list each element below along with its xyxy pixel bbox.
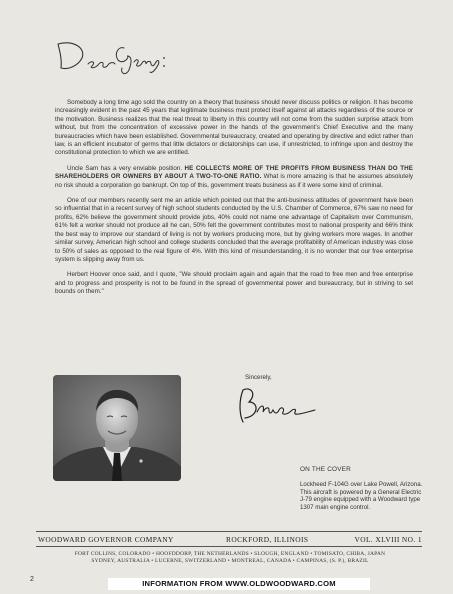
page-number: 2 — [30, 576, 34, 583]
paragraph-4: Herbert Hoover once said, and I quote, "We should proclaim again and again that the road to free men and free enterprise and to progress and prosperity is not to be found in the spread of governmental power and bureaucracy, but in striving to set bounds on them." — [55, 271, 413, 296]
handwritten-greeting — [52, 34, 172, 76]
paragraph-2 — [55, 165, 413, 190]
company-name: WOODWARD GOVERNOR COMPANY — [38, 535, 174, 544]
cover-caption-line: This aircraft is powered by a General Electric — [300, 488, 422, 496]
author-portrait — [53, 375, 181, 481]
office-locations — [30, 551, 430, 566]
paragraph-3: One of our members recently sent me an article which pointed out that the anti-business attitudes of government have been so influential that in a recent survey of high school students conducted by the U.S. Chamber of Commerce, 67% saw no need for profits, 62% believe the government should provide jobs, 40% could not name one advantage of Capitalism over Communism, 61% felt a worker should not produce all he can, 50% felt the government contributes most to national prosperity and 66% think the best way to improve our standard of living is not by workers producing more, but by giving workers more wages. In another similar survey, American high school and college students concluded that the average profitability of American industry was close to 50% of sales as opposed to the real figure of 4%. With this kind of misunderstanding, it is no wonder that our free enterprise system is slipping away from us. — [55, 197, 413, 263]
paragraph-2-emphasis: HE COLLECTS MORE OF THE PROFITS FROM BUSINESS THAN DO THE SHAREHOLDERS OR OWNERS BY ABOUT A TWO-TO-ONE RATIO. — [55, 164, 413, 181]
company-city: ROCKFORD, ILLINOIS — [226, 535, 309, 544]
cover-caption-line: 1307 main engine control. — [300, 503, 371, 511]
paragraph-2-intro: Uncle Sam has a very enviable position. — [67, 164, 183, 172]
cover-heading: ON THE COVER — [300, 466, 351, 473]
cover-caption-line: Lockheed F-104G over Lake Powell, Arizona. — [300, 481, 423, 488]
paragraph-2-rest: What is more amazing is that he assumes absolutely no risk should a corporation go bankrupt. On top of this, government treats business as if it were some kind of criminal. — [55, 173, 413, 189]
locations-line: SYDNEY, AUSTRALIA • LUCERNE, SWITZERLAND • MONTREAL, CANADA • CAMPINAS, (S. P.), BRAZIL — [91, 558, 369, 565]
footer-divider-top — [36, 531, 422, 532]
letter-body — [55, 99, 413, 304]
closing-text: Sincerely, — [245, 374, 272, 381]
handwritten-signature — [235, 384, 325, 426]
paragraph-1: Somebody a long time ago sold the country on a theory that business should never discuss politics or religion. It has become increasingly evident in the past 45 years that legitimate business must protect itself against all attacks regardless of the source or the motivation. Business realizes that the real threat to liberty in this country will not come from the sudden surprise attack from without, but from the concentration of excessive power in the hands of the government's Chief Executive and the many bureaucracies which have been established. Governmental bureaucracy, created and operating by directive and edict rather than law, is an efficient incubator of germs that little dictators or dictatorships can use, if unrestricted, to infringe upon and destroy the constitutional protection to which we are entitled. — [55, 99, 413, 157]
source-watermark: INFORMATION FROM WWW.OLDWOODWARD.COM — [108, 578, 370, 590]
locations-line: FORT COLLINS, COLORADO • HOOFDDORP, THE NETHERLANDS • SLOUGH, ENGLAND • TOMISATO, CHIBA, JAPAN — [74, 551, 386, 557]
volume-number: VOL. XLVIII NO. 1 — [354, 535, 422, 544]
cover-caption-line: J-79 engine equipped with a Woodward type — [300, 496, 421, 504]
cover-caption — [300, 481, 425, 511]
footer-divider-bottom — [36, 546, 422, 547]
